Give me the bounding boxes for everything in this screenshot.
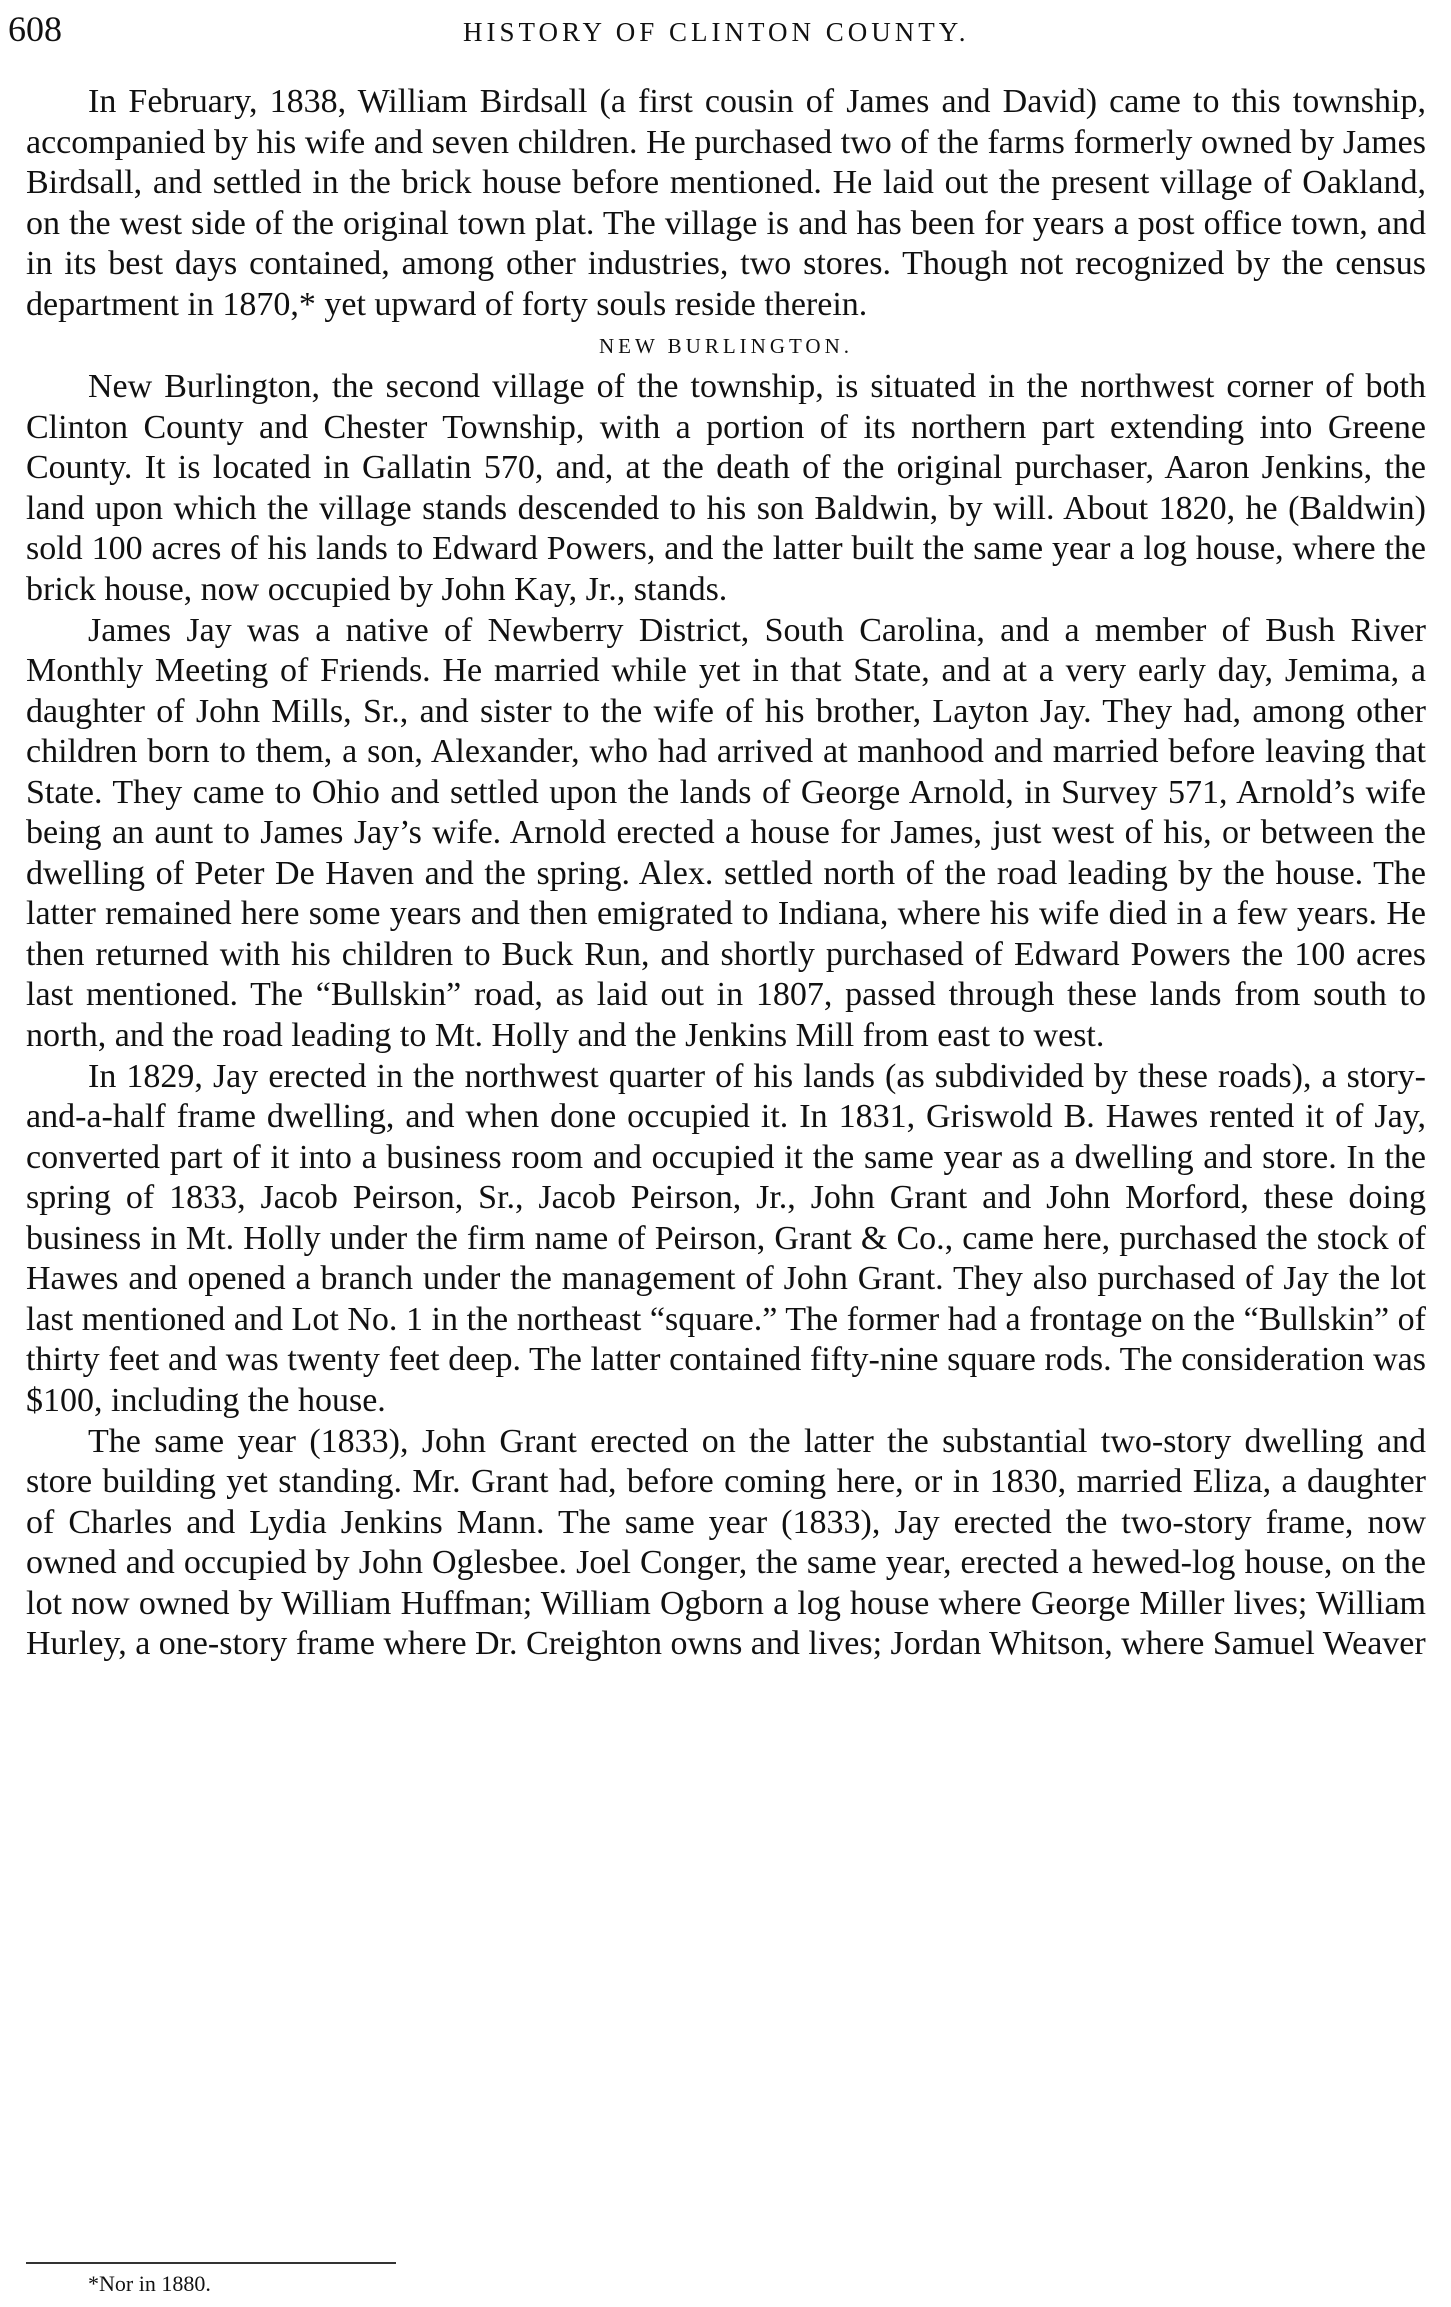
paragraph-new-burlington: New Burlington, the second village of the township, is situated in the northwest corner of both Clinton County and Chester Township, with a portion of its northern part extending into Greene County. It is located in Gallatin 570, and, at the death of the original purchaser, Aaron Jenkins, the land upon which the village stands descended to his son Baldwin, by will. About 1820, he (Baldwin) sold 100 acres of his lands to Edward Powers, and the latter built the same year a log house, where the brick house, now occupied by John Kay, Jr., stands. [26,368,1426,609]
footnote: *Nor in 1880. [88,2271,211,2296]
paragraph-1833-buildings: The same year (1833), John Grant erected on the latter the substantial two-story dwelling and store building yet standing. Mr. Grant had, before coming here, or in 1830, married Eliza, a daughter of Charles and Lydia Jenkins Mann. The same year (1833), Jay erected the two-story frame, now owned and occupied by John Oglesbee. Joel Conger, the same year, erected a hewed-log house, on the lot now owned by William Huffman; William Ogborn a log house where George Miller lives; William Hurley, a one-story frame where Dr. Creighton owns and lives; Jordan Whitson, where Samuel Weaver [26,1422,1426,1663]
body-text [26,82,1426,1665]
running-title: HISTORY OF CLINTON COUNTY. [463,17,970,47]
paragraph-1829-frame-dwelling: In 1829, Jay erected in the northwest quarter of his lands (as subdivided by these roads), a story-and-a-half frame dwelling, and when done occupied it. In 1831, Griswold B. Hawes rented it of Jay, converted part of it into a business room and occupied it the same year as a dwelling and store. In the spring of 1833, Jacob Peirson, Sr., Jacob Peirson, Jr., John Grant and John Morford, these doing business in Mt. Holly under the firm name of Peirson, Grant & Co., came here, purchased the stock of Hawes and opened a branch under the management of John Grant. They also purchased of Jay the lot last mentioned and Lot No. 1 in the northeast “square.” The former had a frontage on the “Bullskin” of thirty feet and was twenty feet deep. The latter contained fifty-nine square rods. The consideration was $100, including the house. [26,1057,1426,1419]
section-heading-new-burlington: NEW BURLINGTON. [598,334,854,359]
running-head [8,6,1428,56]
paragraph-oakland: In February, 1838, William Birdsall (a first cousin of James and David) came to this township, accompanied by his wife and seven children. He purchased two of the farms formerly owned by James Birdsall, and settled in the brick house before mentioned. He laid out the present village of Oakland, on the west side of the original town plat. The village is and has been for years a post office town, and in its best days contained, among other industries, two stores. Though not recognized by the census department in 1870,* yet upward of forty souls reside therein. [26,83,1426,323]
paragraph-james-jay: James Jay was a native of Newberry District, South Carolina, and a member of Bush River Monthly Meeting of Friends. He married while yet in that State, and at a very early day, Jemima, a daughter of John Mills, Sr., and sister to the wife of his brother, Layton Jay. They had, among other children born to them, a son, Alexander, who had arrived at manhood and married before leaving that State. They came to Ohio and settled upon the lands of George Arnold, in Survey 571, Arnold’s wife being an aunt to James Jay’s wife. Arnold erected a house for James, just west of his, or between the dwelling of Peter De Haven and the spring. Alex. settled north of the road leading by the house. The latter remained here some years and then emigrated to Indiana, where his wife died in a few years. He then returned with his children to Buck Run, and shortly purchased of Edward Powers the 100 acres last mentioned. The “Bullskin” road, as laid out in 1807, passed through these lands from south to north, and the road leading to Mt. Holly and the Jenkins Mill from east to west. [26,611,1426,1055]
page-number: 608 [8,9,62,49]
footnote-rule [26,2262,396,2264]
